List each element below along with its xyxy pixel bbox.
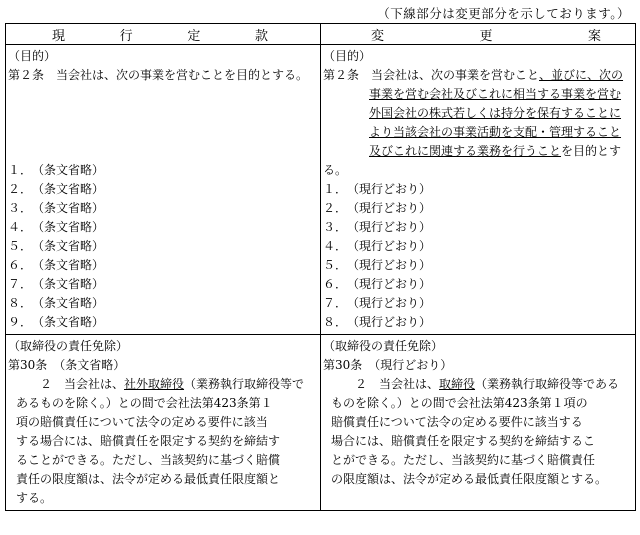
header-char: 更 [479, 28, 493, 44]
text-segment: 賠償責任について法令の定める要件に該当する [331, 415, 583, 429]
proposed-amendment-header [321, 24, 636, 45]
article-2-item: ７． （現行どおり） [323, 296, 432, 310]
text-segment: ることができる。ただし、当該契約に基づく賠償 [16, 453, 281, 467]
article-2-item: ２． （現行どおり） [323, 201, 432, 215]
article-2-item: ３． （現行どおり） [323, 220, 432, 234]
article-2-item: １． （現行どおり） [323, 182, 432, 196]
text-segment: ２ 当会社は、 [355, 377, 440, 391]
current-articles-header [6, 24, 321, 45]
article-2-item: １． （条文省略） [8, 163, 105, 177]
article-2-proposed-cell [321, 45, 636, 335]
text-segment: とができる。ただし、当該契約に基づく賠償責任 [331, 453, 596, 467]
article-30-text-line [8, 432, 320, 451]
article-30-text-line [323, 432, 635, 451]
article-2-item: ４． （条文省略） [8, 220, 105, 234]
article-2-item: ５． （条文省略） [8, 239, 105, 253]
header-char: 款 [254, 28, 268, 44]
text-segment: る。 [323, 163, 348, 177]
article-30-text-line [323, 394, 635, 413]
article-30-text-line [8, 413, 320, 432]
text-segment: の限度額は、法令が定める最低責任限度額とする。 [331, 472, 608, 486]
article-2-current-cell [6, 45, 321, 335]
article-2-item: ６． （条文省略） [8, 258, 105, 272]
text-segment: 第２条 当会社は、次の事業を営むこと [323, 68, 540, 82]
article-30-current-cell [6, 335, 321, 511]
header-char: 現 [52, 28, 66, 44]
article-2-proposed-line [323, 104, 635, 123]
header-char: 変 [371, 28, 385, 44]
article-30-row [6, 335, 636, 511]
article-30-text-line [8, 394, 320, 413]
liability-exemption-heading: （取締役の責任免除） [8, 339, 129, 353]
article-2-item: ８． （現行どおり） [323, 315, 432, 329]
text-segment: （業務執行取締役等で [184, 377, 305, 391]
article-30-title: 第30条 （現行どおり） [323, 358, 453, 372]
article-30-text-line [323, 413, 635, 432]
changed-text: 事業を営む会社及びこれに相当する事業を営む [369, 87, 622, 101]
text-segment: を目的とす [561, 144, 622, 158]
article-2-proposed-line [323, 123, 635, 142]
changed-text: 及びこれに関連する業務を行うこと [369, 144, 562, 158]
article-30-text-line [8, 375, 320, 394]
article-2-proposed-line [323, 161, 635, 180]
text-segment: （業務執行取締役等である [475, 377, 620, 391]
text-segment: 項の賠償責任について法令の定める要件に該当 [16, 415, 268, 429]
header-char: 案 [587, 28, 601, 44]
article-30-proposed-cell [321, 335, 636, 511]
article-30-title: 第30条 （条文省略） [8, 358, 126, 372]
purpose-heading: （目的） [323, 49, 372, 63]
changed-text: 外国会社の株式若しくは持分を保有することに [369, 106, 622, 120]
article-30-text-line [8, 451, 320, 470]
text-segment: あるものを除く。）との間で会社法第423条第１ [16, 396, 273, 410]
purpose-heading: （目的） [8, 49, 57, 63]
text-segment: 責任の限度額は、法令が定める最低責任限度額と [16, 472, 281, 486]
header-char: 行 [119, 28, 133, 44]
article-2-item: ９． （条文省略） [8, 315, 105, 329]
article-2-item: ４． （現行どおり） [323, 239, 432, 253]
article-2-text-line: 第２条 当会社は、次の事業を営むことを目的とする。 [8, 68, 309, 82]
text-segment: する。 [16, 491, 53, 505]
article-30-text-line [323, 451, 635, 470]
article-2-proposed-line [323, 142, 635, 161]
text-segment: する場合には、賠償責任を限定する契約を締結す [16, 434, 281, 448]
change-note: （下線部分は変更部分を示しております。） [377, 6, 630, 21]
changed-text: 、並びに、次の [539, 68, 624, 82]
article-2-item: ７． （条文省略） [8, 277, 105, 291]
text-segment: 場合には、賠償責任を限定する契約を締結するこ [331, 434, 596, 448]
changed-text: 社外取締役 [124, 377, 185, 391]
article-2-item: ３． （条文省略） [8, 201, 105, 215]
text-segment: ものを除く。）との間で会社法第423条第１項の [331, 396, 588, 410]
article-2-item: ２． （条文省略） [8, 182, 105, 196]
header-row [6, 24, 636, 45]
article-30-text-line [8, 470, 320, 489]
header-char: 定 [187, 28, 201, 44]
article-2-row [6, 45, 636, 335]
article-2-item: ６． （現行どおり） [323, 277, 432, 291]
liability-exemption-heading: （取締役の責任免除） [323, 339, 444, 353]
article-2-proposed-line [323, 66, 635, 85]
article-30-text-line [323, 375, 635, 394]
changed-text: 取締役 [439, 377, 476, 391]
article-30-text-line [323, 470, 635, 489]
text-segment: ２ 当会社は、 [40, 377, 125, 391]
changed-text: より当該会社の事業活動を支配・管理すること [369, 125, 622, 139]
article-2-item: ５． （現行どおり） [323, 258, 432, 272]
article-2-item: ８． （条文省略） [8, 296, 105, 310]
article-2-proposed-line [323, 85, 635, 104]
amendment-comparison-table [5, 23, 636, 511]
article-30-text-line [8, 489, 320, 508]
